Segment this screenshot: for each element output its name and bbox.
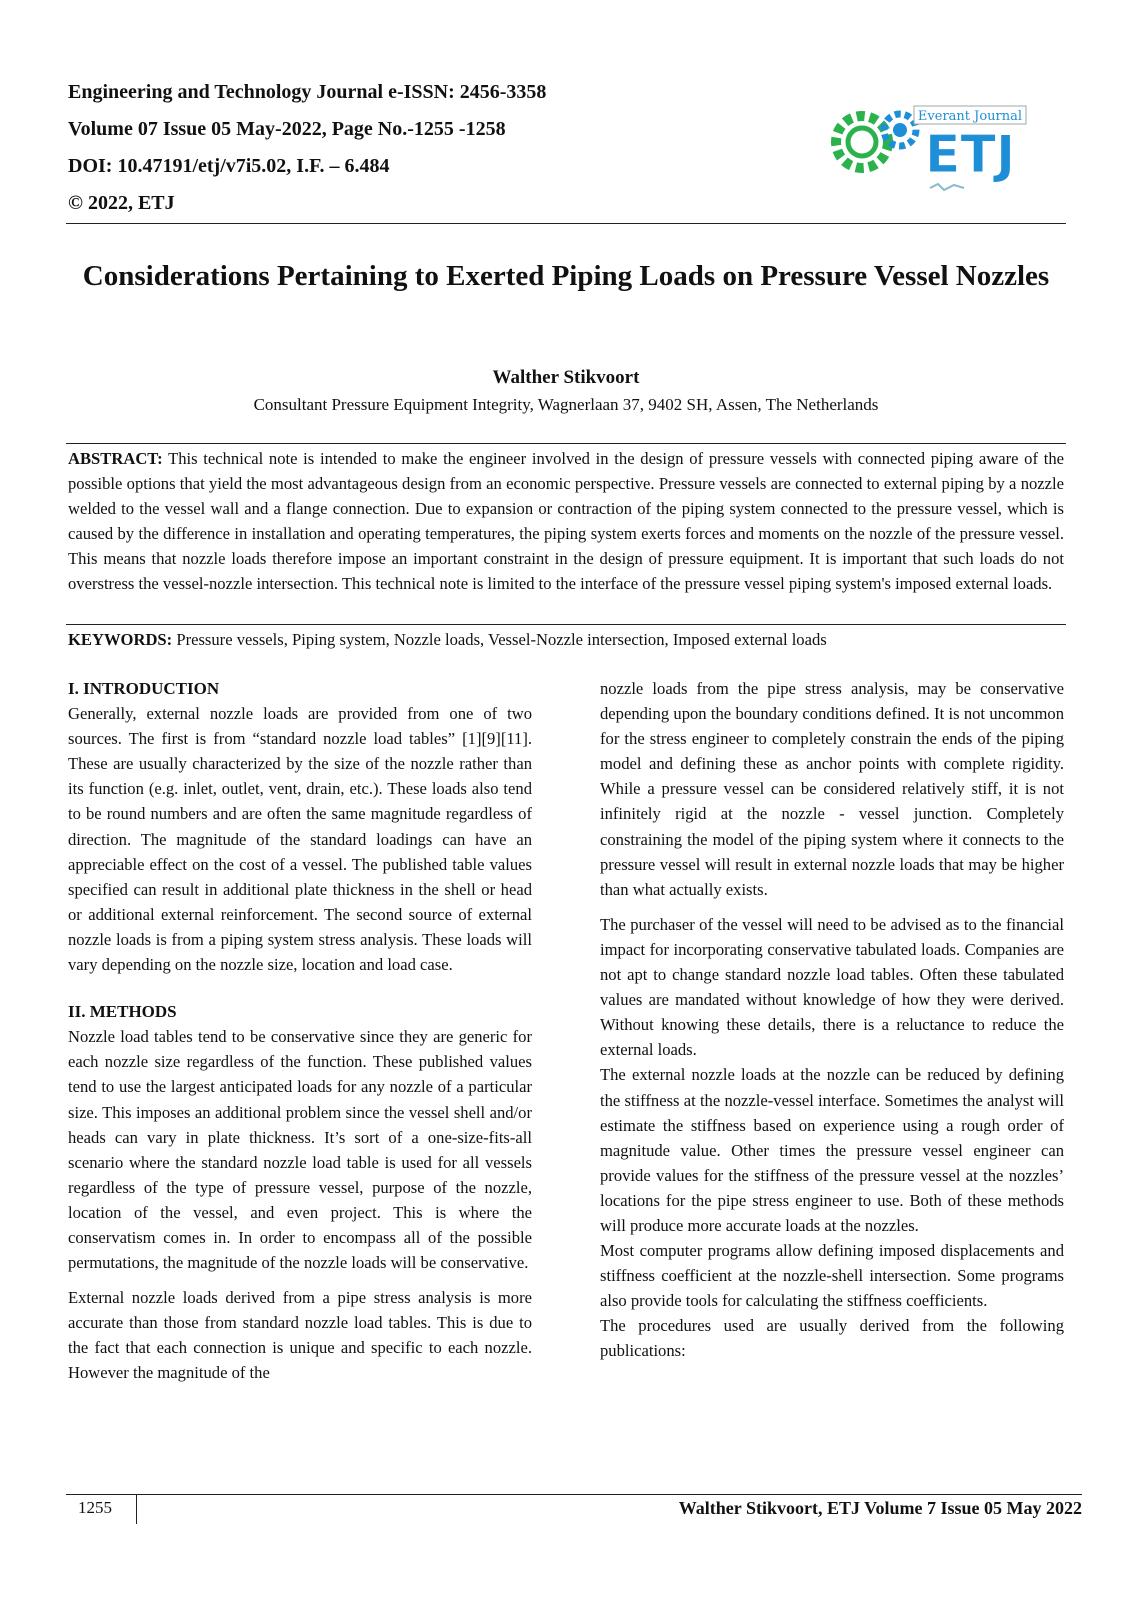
page-number: 1255 bbox=[78, 1498, 112, 1517]
journal-name: Engineering and Technology Journal e-ISSN: 2456-3358 bbox=[68, 81, 547, 103]
paragraph: nozzle loads from the pipe stress analysis, may be conservative depending upon the boundary conditions defined. It is not uncommon for the stress engineer to completely constrain the ends of the piping model and defining these as anchor points with complete rigidity. While a pressure vessel can be considered relatively stiff, it is not infinitely rigid at the nozzle - vessel junction. Completely constraining the model of the piping system where it connects to the pressure vessel will result in external nozzle loads that may be higher than what actually exists. bbox=[600, 679, 1064, 899]
abstract-rule-bottom bbox=[66, 624, 1066, 625]
left-column bbox=[68, 676, 532, 1386]
gear-icon bbox=[836, 114, 916, 168]
paragraph: Generally, external nozzle loads are provided from one of two sources. The first is from “standard nozzle load tables” [1][9][11]. These are usually characterized by the size of the nozzle rather than its function (e.g. inlet, outlet, vent, drain, etc.). These loads also tend to be round numbers and are often the same magnitude regardless of direction. The magnitude of the standard loadings can have an appreciable effect on the cost of a vessel. The published table values specified can result in additional plate thickness in the shell or head or additional external reinforcement. The second source of external nozzle loads is from a piping system stress analysis. These loads will vary depending on the nozzle size, location and load case. bbox=[68, 704, 532, 975]
abstract-rule-top bbox=[66, 443, 1066, 444]
footer-citation: Walther Stikvoort, ETJ Volume 7 Issue 05 May 2022 bbox=[678, 1498, 1082, 1518]
paper-title: Considerations Pertaining to Exerted Piping Loads on Pressure Vessel Nozzles bbox=[82, 260, 1050, 292]
volume-info: Volume 07 Issue 05 May-2022, Page No.-1255 -1258 bbox=[68, 118, 506, 140]
abstract-label: ABSTRACT: bbox=[68, 449, 163, 468]
keywords-label: KEYWORDS: bbox=[68, 630, 173, 649]
paragraph: Nozzle load tables tend to be conservative since they are generic for each nozzle size regardless of the function. These published values tend to use the largest anticipated loads for any nozzle of a particular size. This imposes an additional problem since the vessel shell and/or heads can vary in plate thickness. It’s sort of a one-size-fits-all scenario where the standard nozzle load table is used for all vessels regardless of the type of pressure vessel, purpose of the nozzle, location of the vessel, and even project. This is where the conservatism comes in. In order to encompass all of the possible permutations, the magnitude of the nozzle loads will be conservative. bbox=[68, 1027, 532, 1273]
author-name: Walther Stikvoort bbox=[492, 367, 640, 388]
abstract-text: This technical note is intended to make the engineer involved in the design of pressure vessels with connected piping aware of the possible options that yield the most advantageous design from an economic perspective. Pressure vessels are connected to external piping by a nozzle welded to the vessel wall and a flange connection. Due to expansion or contraction of the piping system connected to the pressure vessel, which is caused by the difference in installation and operating temperatures, the piping system exerts forces and moments on the nozzle of the pressure vessel. This means that nozzle loads therefore impose an important constraint in the design of pressure equipment. It is important that such loads do not overstress the vessel-nozzle intersection. This technical note is limited to the interface of the pressure vessel piping system's imposed external loads. bbox=[68, 449, 1064, 593]
right-column bbox=[600, 676, 1064, 1364]
footer-rule bbox=[66, 1494, 1082, 1495]
keywords-text: Pressure vessels, Piping system, Nozzle loads, Vessel-Nozzle intersection, Imposed external loads bbox=[172, 630, 827, 649]
paragraph: Most computer programs allow defining imposed displacements and stiffness coefficient at the nozzle-shell intersection. Some programs also provide tools for calculating the stiffness coefficients. bbox=[600, 1241, 1064, 1311]
paragraph: The procedures used are usually derived from the following publications: bbox=[600, 1316, 1064, 1361]
copyright: © 2022, ETJ bbox=[68, 192, 175, 214]
header-rule bbox=[66, 223, 1066, 224]
footer-separator bbox=[136, 1494, 137, 1524]
logo-small-text: Everant Journal bbox=[917, 109, 1023, 124]
section-heading-introduction: I. INTRODUCTION bbox=[68, 679, 220, 698]
logo-big-text: ETJ bbox=[924, 125, 1016, 185]
author-affiliation: Consultant Pressure Equipment Integrity, Wagnerlaan 37, 9402 SH, Assen, The Netherlands bbox=[253, 395, 879, 414]
section-heading-methods: II. METHODS bbox=[68, 1002, 177, 1022]
etj-logo bbox=[822, 92, 1034, 200]
keywords bbox=[68, 627, 1064, 652]
paragraph: The purchaser of the vessel will need to be advised as to the financial impact for incorporating conservative tabulated loads. Companies are not apt to change standard nozzle load tables. Often these tabulated values are mandated without knowledge of how they were derived. Without knowing these details, there is a reluctance to reduce the external loads. bbox=[600, 914, 1064, 1060]
abstract bbox=[68, 446, 1064, 596]
paragraph: External nozzle loads derived from a pipe stress analysis is more accurate than those from standard nozzle load tables. This is due to the fact that each connection is unique and specific to each nozzle. However the magnitude of the bbox=[68, 1288, 532, 1383]
paragraph: The external nozzle loads at the nozzle can be reduced by defining the stiffness at the nozzle-vessel interface. Sometimes the analyst will estimate the stiffness based on experience using a rough order of magnitude value. Other times the pressure vessel engineer can provide values for the stiffness of the pressure vessel at the nozzles’ locations for the pipe stress engineer to use. Both of these methods will produce more accurate loads at the nozzles. bbox=[600, 1065, 1064, 1235]
journal-header bbox=[68, 74, 688, 222]
doi-info: DOI: 10.47191/etj/v7i5.02, I.F. – 6.484 bbox=[68, 155, 390, 177]
